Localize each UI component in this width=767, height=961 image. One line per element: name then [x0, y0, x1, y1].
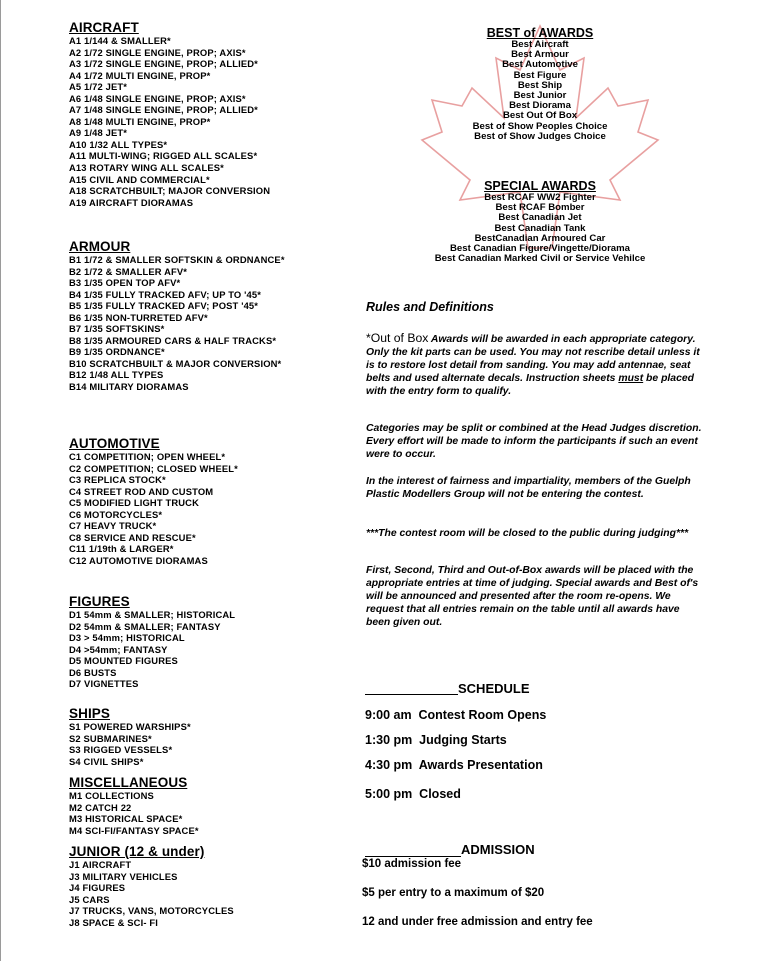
- figures-section: [69, 594, 359, 690]
- category-item: B3 1/35 OPEN TOP AFV*: [69, 277, 181, 289]
- award-item: Best Out Of Box: [502, 110, 578, 122]
- rules-p5-text: First, Second, Third and Out-of-Box awards will be placed with the appropriate entries at time of judging. Special awards and Best of's will be announced and presented after the room re-opens. We request that all entries remain on the table until all awards have been given out.: [366, 565, 699, 628]
- award-item: Best Armour: [511, 49, 569, 61]
- award-item: Best Canadian Jet: [498, 212, 582, 224]
- award-item: Best Ship: [517, 79, 563, 91]
- aircraft-section: [69, 20, 359, 208]
- rules-p3: [366, 476, 706, 502]
- category-item: M3 HISTORICAL SPACE*: [69, 813, 183, 825]
- ships-list: [69, 721, 359, 767]
- category-item: A9 1/48 JET*: [69, 127, 128, 139]
- rules-p2: [366, 423, 706, 462]
- category-item: B10 SCRATCHBUILT & MAJOR CONVERSION*: [69, 357, 282, 369]
- best-of-title: BEST of AWARDS: [486, 26, 594, 40]
- best-of-awards: [390, 26, 690, 142]
- category-item: S1 POWERED WARSHIPS*: [69, 721, 191, 732]
- category-item: C12 AUTOMOTIVE DIORAMAS: [69, 554, 208, 566]
- category-item: A6 1/48 SINGLE ENGINE, PROP; AXIS*: [69, 92, 246, 104]
- schedule-title: SCHEDULE: [458, 681, 530, 696]
- category-item: A3 1/72 SINGLE ENGINE, PROP; ALLIED*: [69, 58, 258, 70]
- ships-section: [69, 706, 359, 767]
- rules-p1: [366, 332, 706, 399]
- category-item: J3 MILITARY VEHICLES: [69, 870, 178, 882]
- armour-title: ARMOUR: [69, 239, 131, 254]
- rules-title: Rules and Definitions: [366, 300, 494, 314]
- award-item: Best Junior: [513, 90, 567, 102]
- category-item: J7 TRUCKS, VANS, MOTORCYCLES: [69, 905, 234, 917]
- award-item: BestCanadian Armoured Car: [474, 232, 606, 244]
- best-of-list: [390, 40, 690, 142]
- category-item: B8 1/35 ARMOURED CARS & HALF TRACKS*: [69, 334, 277, 346]
- award-item: Best Canadian Figure/Vingette/Diorama: [449, 243, 630, 255]
- junior-list: [69, 859, 359, 928]
- category-item: A18 SCRATCHBUILT; MAJOR CONVERSION: [69, 185, 271, 197]
- aircraft-title: AIRCRAFT: [69, 20, 139, 35]
- out-of-box-lead: *Out of Box: [366, 331, 429, 345]
- aircraft-list: [69, 35, 359, 208]
- category-item: D4 >54mm; FANTASY: [69, 643, 168, 655]
- special-list: [390, 193, 690, 264]
- category-item: A5 1/72 JET*: [69, 81, 128, 93]
- category-item: S3 RIGGED VESSELS*: [69, 744, 173, 756]
- rules-must: must: [618, 372, 644, 384]
- category-item: D5 MOUNTED FIGURES: [69, 655, 178, 667]
- junior-section: [69, 844, 359, 928]
- category-item: M1 COLLECTIONS: [69, 790, 154, 801]
- award-item: Best Canadian Marked Civil or Service Vehilce: [434, 253, 646, 265]
- rules-p1-text-a: Awards will be awarded in each appropriate category. Only the kit parts can be used. You may not rescribe detail unless it is to restore lost detail from sanding. You may add antennae, seat belts and used alternate decals. Instruction sheets: [366, 334, 700, 384]
- schedule-rule: [365, 694, 458, 695]
- award-item: Best RCAF Bomber: [495, 202, 585, 214]
- category-item: A7 1/48 SINGLE ENGINE, PROP; ALLIED*: [69, 104, 258, 116]
- admission-item: 12 and under free admission and entry fee: [362, 916, 593, 928]
- category-item: B7 1/35 SOFTSKINS*: [69, 323, 165, 335]
- ships-title: SHIPS: [69, 706, 111, 721]
- rules-p1-text-b: be placed with the entry form to qualify.: [366, 372, 694, 397]
- category-item: S4 CIVIL SHIPS*: [69, 755, 144, 767]
- junior-title: JUNIOR (12 & under): [69, 844, 205, 859]
- special-title: SPECIAL AWARDS: [484, 179, 596, 193]
- category-item: B9 1/35 ORDNANCE*: [69, 346, 165, 358]
- category-item: B1 1/72 & SMALLER SOFTSKIN & ORDNANCE*: [69, 254, 285, 265]
- armour-list: [69, 254, 359, 393]
- category-item: C4 STREET ROD AND CUSTOM: [69, 485, 214, 497]
- award-item: Best of Show Judges Choice: [474, 130, 606, 142]
- rules-p3-text: In the interest of fairness and impartiality, members of the Guelph Plastic Modellers Group will not be entering the contest.: [366, 476, 691, 500]
- admission-item: $5 per entry to a maximum of $20: [362, 887, 545, 899]
- category-item: D6 BUSTS: [69, 666, 117, 678]
- category-item: A10 1/32 ALL TYPES*: [69, 138, 168, 150]
- admission-title: ADMISSION: [461, 842, 535, 857]
- automotive-list: [69, 451, 359, 566]
- automotive-section: [69, 436, 359, 566]
- category-item: D2 54mm & SMALLER; FANTASY: [69, 620, 221, 632]
- category-item: C1 COMPETITION; OPEN WHEEL*: [69, 451, 226, 462]
- misc-section: [69, 775, 359, 836]
- category-item: A13 ROTARY WING ALL SCALES*: [69, 162, 224, 174]
- category-item: C5 MODIFIED LIGHT TRUCK: [69, 497, 200, 509]
- category-item: A2 1/72 SINGLE ENGINE, PROP; AXIS*: [69, 46, 246, 58]
- award-item: Best of Show Peoples Choice: [472, 120, 608, 132]
- misc-title: MISCELLANEOUS: [69, 775, 188, 790]
- category-item: D7 VIGNETTES: [69, 678, 139, 690]
- category-item: A15 CIVIL AND COMMERCIAL*: [69, 173, 210, 185]
- schedule-item: 1:30 pm Judging Starts: [365, 733, 507, 747]
- special-awards: [390, 179, 690, 264]
- category-item: C11 1/19th & LARGER*: [69, 543, 174, 555]
- category-item: J8 SPACE & SCI- FI: [69, 916, 159, 928]
- award-item: Best Diorama: [509, 100, 571, 112]
- automotive-title: AUTOMOTIVE: [69, 436, 160, 451]
- page-edge-line: [0, 0, 1, 961]
- schedule-item: 9:00 am Contest Room Opens: [365, 708, 547, 722]
- category-item: A4 1/72 MULTI ENGINE, PROP*: [69, 69, 211, 81]
- schedule-item: 4:30 pm Awards Presentation: [365, 758, 543, 772]
- award-item: Best Canadian Tank: [494, 222, 586, 234]
- category-item: C7 HEAVY TRUCK*: [69, 520, 157, 532]
- category-item: M2 CATCH 22: [69, 801, 132, 813]
- award-item: Best Aircraft: [511, 39, 569, 50]
- rules-p5: [366, 565, 706, 630]
- award-item: Best Figure: [513, 69, 567, 81]
- category-item: B2 1/72 & SMALLER AFV*: [69, 265, 188, 277]
- category-item: C2 COMPETITION; CLOSED WHEEL*: [69, 462, 238, 474]
- category-item: C8 SERVICE AND RESCUE*: [69, 531, 196, 543]
- category-item: A19 AIRCRAFT DIORAMAS: [69, 196, 194, 208]
- award-item: Best RCAF WW2 Fighter: [484, 192, 596, 203]
- schedule-item: 5:00 pm Closed: [365, 787, 461, 801]
- category-item: S2 SUBMARINES*: [69, 732, 152, 744]
- misc-list: [69, 790, 359, 836]
- category-item: M4 SCI-FI/FANTASY SPACE*: [69, 824, 199, 836]
- category-item: J5 CARS: [69, 893, 110, 905]
- figures-list: [69, 609, 359, 690]
- figures-title: FIGURES: [69, 594, 130, 609]
- category-item: B4 1/35 FULLY TRACKED AFV; UP TO '45*: [69, 288, 262, 300]
- category-item: C3 REPLICA STOCK*: [69, 474, 166, 486]
- category-item: B12 1/48 ALL TYPES: [69, 369, 164, 381]
- award-item: Best Automotive: [502, 59, 578, 71]
- category-item: C6 MOTORCYCLES*: [69, 508, 163, 520]
- category-item: D1 54mm & SMALLER; HISTORICAL: [69, 609, 236, 620]
- category-item: A8 1/48 MULTI ENGINE, PROP*: [69, 115, 211, 127]
- armour-section: [69, 239, 359, 393]
- category-item: D3 > 54mm; HISTORICAL: [69, 632, 185, 644]
- category-item: J4 FIGURES: [69, 882, 126, 894]
- category-item: B14 MILITARY DIORAMAS: [69, 381, 189, 393]
- rules-p2-text: Categories may be split or combined at the Head Judges discretion. Every effort will be made to inform the participants if such an event were to occur.: [366, 423, 702, 460]
- category-item: A1 1/144 & SMALLER*: [69, 35, 171, 46]
- category-item: B6 1/35 NON-TURRETED AFV*: [69, 311, 208, 323]
- admission-item: $10 admission fee: [362, 858, 462, 870]
- category-item: A11 MULTI-WING; RIGGED ALL SCALES*: [69, 150, 258, 162]
- rules-p4-text: ***The contest room will be closed to the public during judging***: [366, 528, 689, 539]
- admission-rule: [365, 856, 461, 857]
- rules-p4: [366, 528, 706, 541]
- category-item: J1 AIRCRAFT: [69, 859, 132, 870]
- category-item: B5 1/35 FULLY TRACKED AFV; POST '45*: [69, 300, 259, 312]
